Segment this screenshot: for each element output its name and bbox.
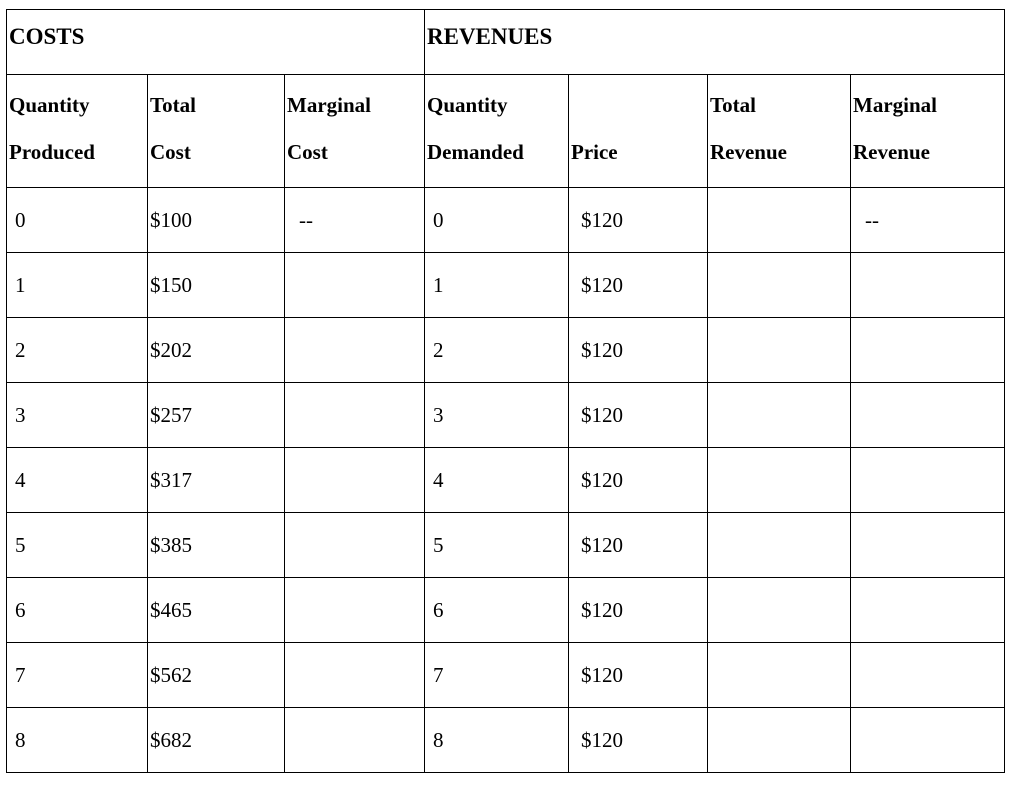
cell-quantity-demanded: [425, 188, 569, 253]
cell-price-value: $120: [581, 467, 623, 492]
cell-marginal-revenue[interactable]: [851, 513, 1005, 578]
cell-marginal-cost: [285, 188, 425, 253]
header-quantity-produced-line-1: Quantity: [9, 93, 90, 117]
cell-total-cost: [148, 448, 285, 513]
header-price-label: Price: [571, 140, 618, 164]
cell-marginal-revenue[interactable]: [851, 253, 1005, 318]
cell-quantity-produced: [7, 448, 148, 513]
cell-price: [569, 578, 708, 643]
cell-quantity-demanded: [425, 318, 569, 383]
cell-quantity-produced-value: 3: [15, 402, 26, 427]
costs-revenues-table: [6, 9, 1005, 773]
header-marginal-cost: [285, 75, 425, 188]
cell-total-revenue[interactable]: [708, 578, 851, 643]
table-row: [7, 318, 1005, 383]
cell-total-revenue[interactable]: [708, 253, 851, 318]
header-total-revenue: [708, 75, 851, 188]
cell-quantity-produced: [7, 318, 148, 383]
table-row: [7, 643, 1005, 708]
cell-price: [569, 383, 708, 448]
cell-total-cost-value: $317: [150, 467, 192, 492]
cell-quantity-produced-value: 4: [15, 467, 26, 492]
cell-total-cost-value: $562: [150, 662, 192, 687]
cell-total-revenue[interactable]: [708, 383, 851, 448]
cell-marginal-cost[interactable]: [285, 513, 425, 578]
cell-quantity-demanded: [425, 708, 569, 773]
cell-total-revenue[interactable]: [708, 708, 851, 773]
cell-total-cost-value: $202: [150, 337, 192, 362]
cell-quantity-demanded-value: 7: [433, 662, 444, 687]
cell-price: [569, 643, 708, 708]
table-row: [7, 188, 1005, 253]
cell-quantity-demanded-value: 5: [433, 532, 444, 557]
cell-marginal-revenue[interactable]: [851, 448, 1005, 513]
cell-total-cost: [148, 188, 285, 253]
cell-marginal-revenue-value: --: [865, 207, 879, 232]
cell-total-cost-value: $257: [150, 402, 192, 427]
cell-quantity-demanded-value: 1: [433, 272, 444, 297]
cell-marginal-revenue[interactable]: [851, 383, 1005, 448]
cell-total-revenue[interactable]: [708, 448, 851, 513]
cell-price: [569, 448, 708, 513]
cell-quantity-demanded-value: 0: [433, 207, 444, 232]
cell-marginal-cost-value: --: [299, 207, 313, 232]
cell-quantity-demanded: [425, 383, 569, 448]
cell-total-revenue[interactable]: [708, 318, 851, 383]
cell-marginal-revenue[interactable]: [851, 643, 1005, 708]
header-marginal-cost-line-2: Cost: [287, 140, 328, 164]
cell-quantity-produced-value: 0: [15, 207, 26, 232]
cell-total-cost-value: $150: [150, 272, 192, 297]
header-quantity-demanded: [425, 75, 569, 188]
cell-marginal-cost[interactable]: [285, 643, 425, 708]
cell-quantity-demanded-value: 2: [433, 337, 444, 362]
cell-quantity-produced-value: 5: [15, 532, 26, 557]
cell-quantity-produced: [7, 643, 148, 708]
header-marginal-revenue-line-2: Revenue: [853, 140, 930, 164]
cell-marginal-cost[interactable]: [285, 708, 425, 773]
cell-marginal-cost[interactable]: [285, 318, 425, 383]
header-marginal-cost-line-1: Marginal: [287, 93, 371, 117]
header-quantity-demanded-line-1: Quantity: [427, 93, 508, 117]
cell-quantity-demanded: [425, 513, 569, 578]
cell-quantity-produced-value: 7: [15, 662, 26, 687]
header-quantity-produced-line-2: Produced: [9, 140, 95, 164]
column-header-row: [7, 75, 1005, 188]
cell-quantity-produced-value: 6: [15, 597, 26, 622]
cell-quantity-produced: [7, 188, 148, 253]
cell-price: [569, 513, 708, 578]
costs-section-label: COSTS: [9, 24, 85, 49]
header-quantity-produced: [7, 75, 148, 188]
cell-quantity-produced: [7, 513, 148, 578]
header-total-cost: [148, 75, 285, 188]
cell-quantity-demanded-value: 8: [433, 727, 444, 752]
table-row: [7, 383, 1005, 448]
header-marginal-revenue-line-1: Marginal: [853, 93, 937, 117]
cell-quantity-demanded: [425, 448, 569, 513]
cell-price-value: $120: [581, 532, 623, 557]
cell-total-revenue[interactable]: [708, 188, 851, 253]
cell-price-value: $120: [581, 272, 623, 297]
cell-price-value: $120: [581, 662, 623, 687]
header-marginal-revenue: [851, 75, 1005, 188]
revenues-section-header: [425, 10, 1005, 75]
cell-marginal-revenue[interactable]: [851, 318, 1005, 383]
cell-quantity-produced: [7, 578, 148, 643]
table-row: [7, 578, 1005, 643]
table-row: [7, 253, 1005, 318]
cell-quantity-demanded-value: 4: [433, 467, 444, 492]
cell-quantity-produced-value: 1: [15, 272, 26, 297]
cell-quantity-produced: [7, 383, 148, 448]
cell-total-revenue[interactable]: [708, 643, 851, 708]
cell-total-cost: [148, 643, 285, 708]
cell-price-value: $120: [581, 207, 623, 232]
cell-price-value: $120: [581, 337, 623, 362]
table-row: [7, 448, 1005, 513]
cell-quantity-demanded: [425, 253, 569, 318]
cell-marginal-cost[interactable]: [285, 253, 425, 318]
cell-price: [569, 708, 708, 773]
cell-total-cost: [148, 708, 285, 773]
cell-price: [569, 188, 708, 253]
cell-quantity-produced: [7, 708, 148, 773]
cell-total-cost: [148, 253, 285, 318]
cell-quantity-demanded-value: 3: [433, 402, 444, 427]
header-price: [569, 75, 708, 188]
cell-total-cost: [148, 578, 285, 643]
cell-price: [569, 253, 708, 318]
cell-quantity-demanded-value: 6: [433, 597, 444, 622]
cell-price: [569, 318, 708, 383]
costs-section-header: [7, 10, 425, 75]
cell-marginal-cost[interactable]: [285, 448, 425, 513]
header-quantity-demanded-line-2: Demanded: [427, 140, 524, 164]
cell-marginal-revenue[interactable]: [851, 708, 1005, 773]
cell-quantity-demanded: [425, 578, 569, 643]
cell-total-cost-value: $100: [150, 207, 192, 232]
cell-marginal-cost[interactable]: [285, 578, 425, 643]
cell-total-cost: [148, 383, 285, 448]
table-row: [7, 513, 1005, 578]
header-total-cost-line-1: Total: [150, 93, 196, 117]
cell-marginal-cost[interactable]: [285, 383, 425, 448]
section-header-row: [7, 10, 1005, 75]
cell-total-cost-value: $682: [150, 727, 192, 752]
table-row: [7, 708, 1005, 773]
cell-total-cost-value: $385: [150, 532, 192, 557]
cell-total-cost: [148, 513, 285, 578]
header-total-revenue-line-1: Total: [710, 93, 756, 117]
cell-quantity-produced-value: 8: [15, 727, 26, 752]
cell-quantity-demanded: [425, 643, 569, 708]
header-total-cost-line-2: Cost: [150, 140, 191, 164]
cell-price-value: $120: [581, 402, 623, 427]
cell-marginal-revenue[interactable]: [851, 578, 1005, 643]
cell-total-revenue[interactable]: [708, 513, 851, 578]
header-total-revenue-line-2: Revenue: [710, 140, 787, 164]
cell-price-value: $120: [581, 727, 623, 752]
cell-quantity-produced: [7, 253, 148, 318]
revenues-section-label: REVENUES: [427, 24, 553, 49]
cell-total-cost: [148, 318, 285, 383]
cell-marginal-revenue: [851, 188, 1005, 253]
cell-price-value: $120: [581, 597, 623, 622]
cell-quantity-produced-value: 2: [15, 337, 26, 362]
cell-total-cost-value: $465: [150, 597, 192, 622]
